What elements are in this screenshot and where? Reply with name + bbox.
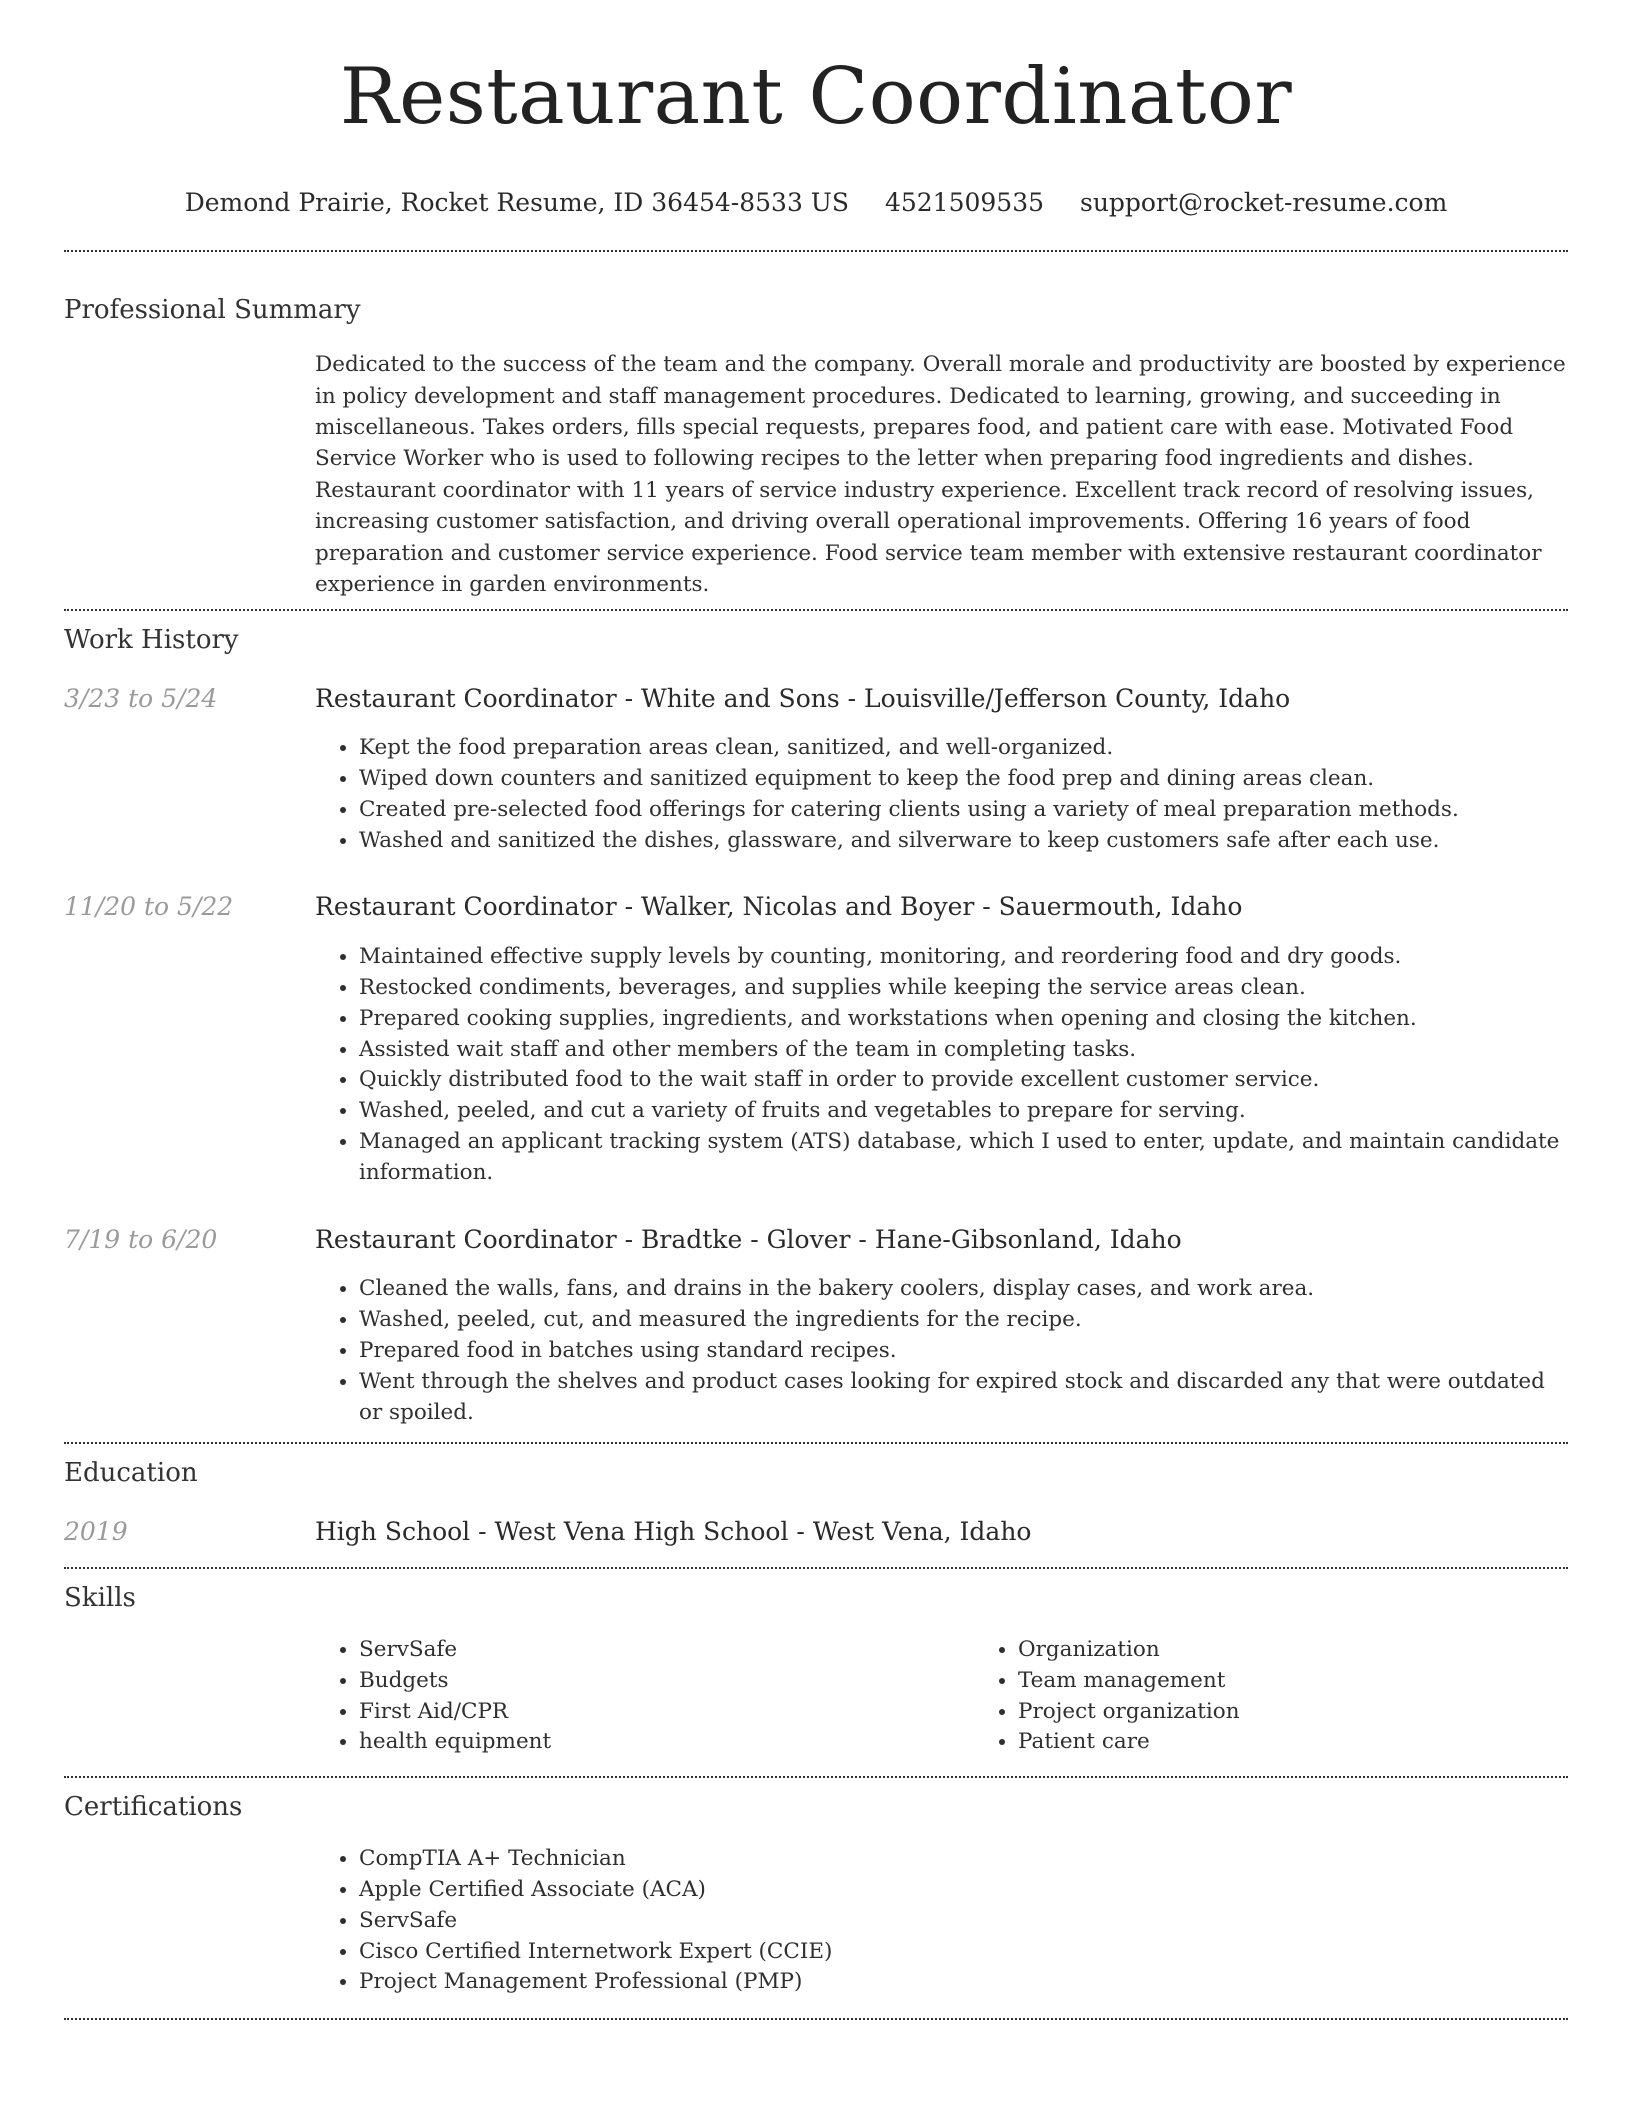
section-title-certifications: Certifications bbox=[64, 1792, 243, 1823]
summary-text: Dedicated to the success of the team and the company. Overall morale and productivity are boosted by experience in policy development and staff management procedures. Dedicated to learning, growing, and succeeding in miscellaneous. Takes orders, fills special requests, prepares food, and patient care with ease. Motivated Food Service Worker who is used to following recipes to the letter when preparing food ingredients and dishes. Restaurant coordinator with 11 years of service industry experience. Excellent track record of resolving issues, increasing customer satisfaction, and driving overall operational improvements. Offering 16 years of food preparation and customer service experience. Food service team member with extensive restaurant coordinator experience in garden environments. bbox=[315, 352, 1566, 598]
summary-row bbox=[64, 349, 1568, 600]
section-title-skills: Skills bbox=[64, 1583, 136, 1614]
contact-phone: 4521509535 bbox=[884, 188, 1045, 218]
list-item: • ServSafe bbox=[359, 1635, 974, 1666]
list-item: • First Aid/CPR bbox=[359, 1697, 974, 1728]
list-item: • Project organization bbox=[1018, 1697, 1632, 1728]
list-item: • ServSafe bbox=[359, 1906, 1568, 1937]
list-item: • Wiped down counters and sanitized equipment to keep the food prep and dining areas clean. bbox=[359, 764, 1568, 795]
education-heading: High School - West Vena High School - West Vena, Idaho bbox=[315, 1517, 1032, 1547]
list-item: • Cleaned the walls, fans, and drains in the bakery coolers, display cases, and work area. bbox=[359, 1274, 1568, 1305]
list-item: • Patient care bbox=[1018, 1727, 1632, 1758]
list-item: • Cisco Certified Internetwork Expert (CCIE) bbox=[359, 1937, 1568, 1968]
divider bbox=[64, 2018, 1568, 2020]
list-item: • Prepared cooking supplies, ingredients, and workstations when opening and closing the kitchen. bbox=[359, 1004, 1568, 1035]
list-item: • Washed, peeled, cut, and measured the ingredients for the recipe. bbox=[359, 1305, 1568, 1336]
list-item: • Washed and sanitized the dishes, glassware, and silverware to keep customers safe after each use. bbox=[359, 826, 1568, 857]
skills-list-2 bbox=[974, 1635, 1632, 1758]
list-item: • Went through the shelves and product cases looking for expired stock and discarded any that were outdated or spoiled. bbox=[359, 1367, 1568, 1429]
job-entry bbox=[64, 685, 1568, 857]
divider bbox=[64, 609, 1568, 611]
certifications-row bbox=[64, 1844, 1568, 1998]
job-heading: Restaurant Coordinator - Walker, Nicolas and Boyer - Sauermouth, Idaho bbox=[315, 892, 1243, 922]
skills-row bbox=[64, 1635, 1568, 1758]
list-item: • CompTIA A+ Technician bbox=[359, 1844, 1568, 1875]
job-heading: Restaurant Coordinator - Bradtke - Glover - Hane-Gibsonland, Idaho bbox=[315, 1224, 1182, 1254]
contact-address: Demond Prairie, Rocket Resume, ID 36454-8533 US bbox=[184, 188, 850, 218]
job-entry bbox=[64, 1226, 1568, 1429]
job-bullets bbox=[315, 1274, 1568, 1428]
contact-line bbox=[64, 188, 1568, 217]
list-item: • Prepared food in batches using standard recipes. bbox=[359, 1336, 1568, 1367]
job-bullets bbox=[315, 942, 1568, 1188]
list-item: • Kept the food preparation areas clean, sanitized, and well-organized. bbox=[359, 733, 1568, 764]
education-entry bbox=[64, 1518, 1568, 1547]
list-item: • Washed, peeled, and cut a variety of fruits and vegetables to prepare for serving. bbox=[359, 1096, 1568, 1127]
contact-email: support@rocket-resume.com bbox=[1079, 188, 1448, 218]
job-heading: Restaurant Coordinator - White and Sons - Louisville/Jefferson County, Idaho bbox=[315, 683, 1291, 713]
list-item: • Apple Certified Associate (ACA) bbox=[359, 1875, 1568, 1906]
divider bbox=[64, 1567, 1568, 1569]
education-year: 2019 bbox=[64, 1517, 128, 1547]
resume-page bbox=[64, 0, 1568, 2020]
job-dates: 3/23 to 5/24 bbox=[64, 683, 218, 713]
section-title-education: Education bbox=[64, 1458, 198, 1489]
job-entry bbox=[64, 893, 1568, 1188]
divider bbox=[64, 250, 1568, 252]
list-item: • Budgets bbox=[359, 1666, 974, 1697]
divider bbox=[64, 1442, 1568, 1444]
list-item: • Restocked condiments, beverages, and supplies while keeping the service areas clean. bbox=[359, 973, 1568, 1004]
list-item: • Team management bbox=[1018, 1666, 1632, 1697]
list-item: • Quickly distributed food to the wait staff in order to provide excellent customer service. bbox=[359, 1065, 1568, 1096]
list-item: • Created pre-selected food offerings for catering clients using a variety of meal preparation methods. bbox=[359, 795, 1568, 826]
list-item: • Managed an applicant tracking system (ATS) database, which I used to enter, update, and maintain candidate information. bbox=[359, 1127, 1568, 1189]
list-item: • Organization bbox=[1018, 1635, 1632, 1666]
section-title-work: Work History bbox=[64, 624, 239, 655]
list-item: • Assisted wait staff and other members of the team in completing tasks. bbox=[359, 1035, 1568, 1066]
list-item: • health equipment bbox=[359, 1727, 974, 1758]
list-item: • Maintained effective supply levels by counting, monitoring, and reordering food and dry goods. bbox=[359, 942, 1568, 973]
section-title-summary: Professional Summary bbox=[64, 295, 361, 326]
divider bbox=[64, 1776, 1568, 1778]
job-bullets bbox=[315, 733, 1568, 856]
certifications-list bbox=[315, 1844, 1568, 1998]
list-item: • Project Management Professional (PMP) bbox=[359, 1967, 1568, 1998]
skills-list-1 bbox=[315, 1635, 974, 1758]
candidate-name: Restaurant Coordinator bbox=[339, 52, 1293, 142]
job-dates: 11/20 to 5/22 bbox=[64, 892, 234, 922]
job-dates: 7/19 to 6/20 bbox=[64, 1224, 218, 1254]
